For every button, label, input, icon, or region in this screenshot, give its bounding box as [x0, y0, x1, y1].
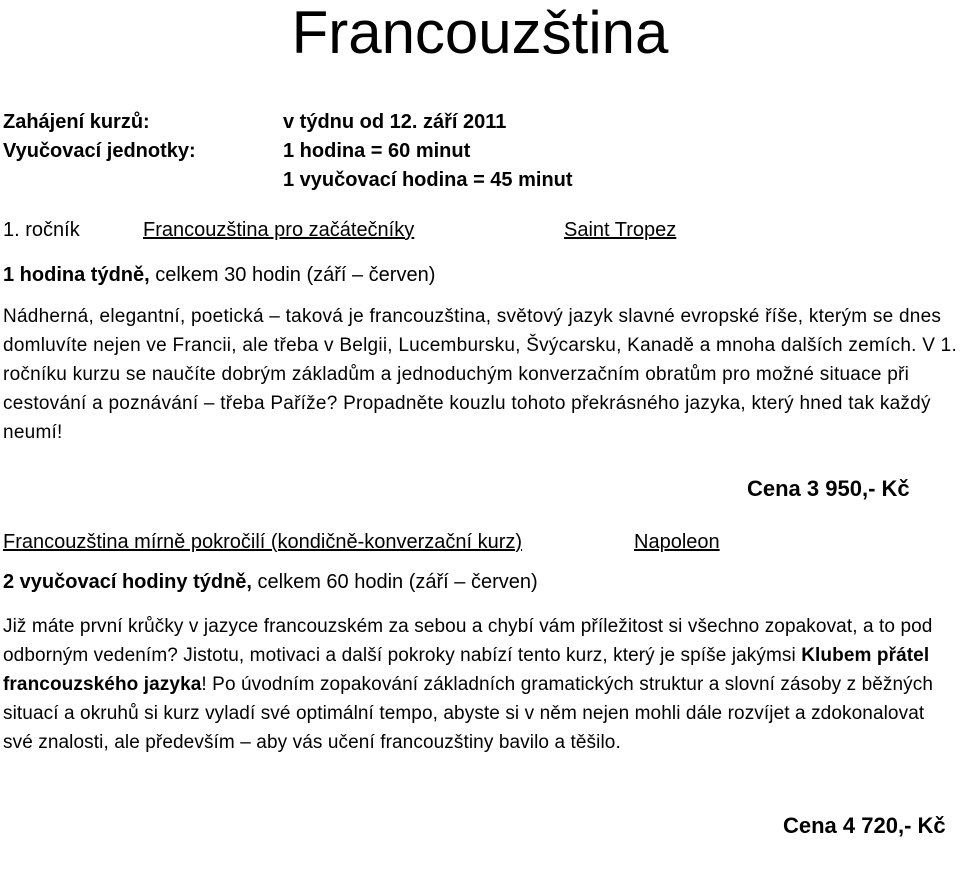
course1-description: Nádherná, elegantní, poetická – taková je francouzština, světový jazyk slavné evropské říše, kterým se dnes domluvíte nejen ve Francii, ale třeba v Belgii, Lucembursku, Švýcarsku, Kanadě a mnoha dalších zemích. V 1. ročníku kurzu se naučíte dobrým základům a jednoduchým konverzačním obratům pro možné situace při cestování a poznávání – třeba Paříže? Propadněte kouzlu tohoto překrásného jazyka, který hned tak každý neumí! — [3, 306, 957, 443]
course1-hours — [3, 264, 435, 287]
course2-desc-part1: Již máte první krůčky v jazyce francouzském za sebou a chybí vám příležitost si všechno zopakovat, a to pod odborným vedením? Jistotu, motivaci a další pokroky nabízí tento kurz, který je spíše jakýmsi — [3, 616, 933, 666]
units-label: Vyučovací jednotky: — [3, 140, 196, 162]
course2-desc-part2: ! Po úvodním zopakování základních gramatických struktur a slovní zásoby z běžných situací a okruhů si kurz vyladí své optimální tempo, abyste si v něm nejen mohli dále rozvíjet a zdokonalovat své znalosti, ale především – aby vás učení francouzštiny bavilo a těšilo. — [3, 674, 934, 753]
units-value-2: 1 vyučovací hodina = 45 minut — [283, 169, 573, 191]
start-value: v týdnu od 12. září 2011 — [283, 111, 507, 133]
course2-name: Francouzština mírně pokročilí (kondičně-konverzační kurz) — [3, 531, 523, 553]
course1-price: Cena 3 950,- Kč — [747, 476, 910, 501]
start-label: Zahájení kurzů: — [3, 111, 150, 133]
course1-year: 1. ročník — [3, 219, 80, 241]
course2-group: Napoleon — [634, 531, 720, 553]
page-title: Francouzština — [291, 0, 669, 66]
course1-hours-rest: celkem 30 hodin (září – červen) — [149, 264, 436, 286]
course2-hours — [3, 571, 538, 594]
course2-hours-rest: celkem 60 hodin (září – červen) — [251, 571, 538, 593]
course2-price: Cena 4 720,- Kč — [783, 813, 946, 838]
course1-hours-bold: 1 hodina týdně, — [3, 264, 150, 286]
course2-desc-bold: Klubem přátel francouzského jazyka — [3, 645, 930, 695]
course2-description — [3, 612, 958, 757]
course2-hours-bold: 2 vyučovací hodiny týdně, — [3, 571, 252, 593]
course1-group: Saint Tropez — [564, 219, 677, 241]
units-value-1: 1 hodina = 60 minut — [283, 140, 471, 162]
course1-name: Francouzština pro začátečníky — [143, 219, 415, 241]
